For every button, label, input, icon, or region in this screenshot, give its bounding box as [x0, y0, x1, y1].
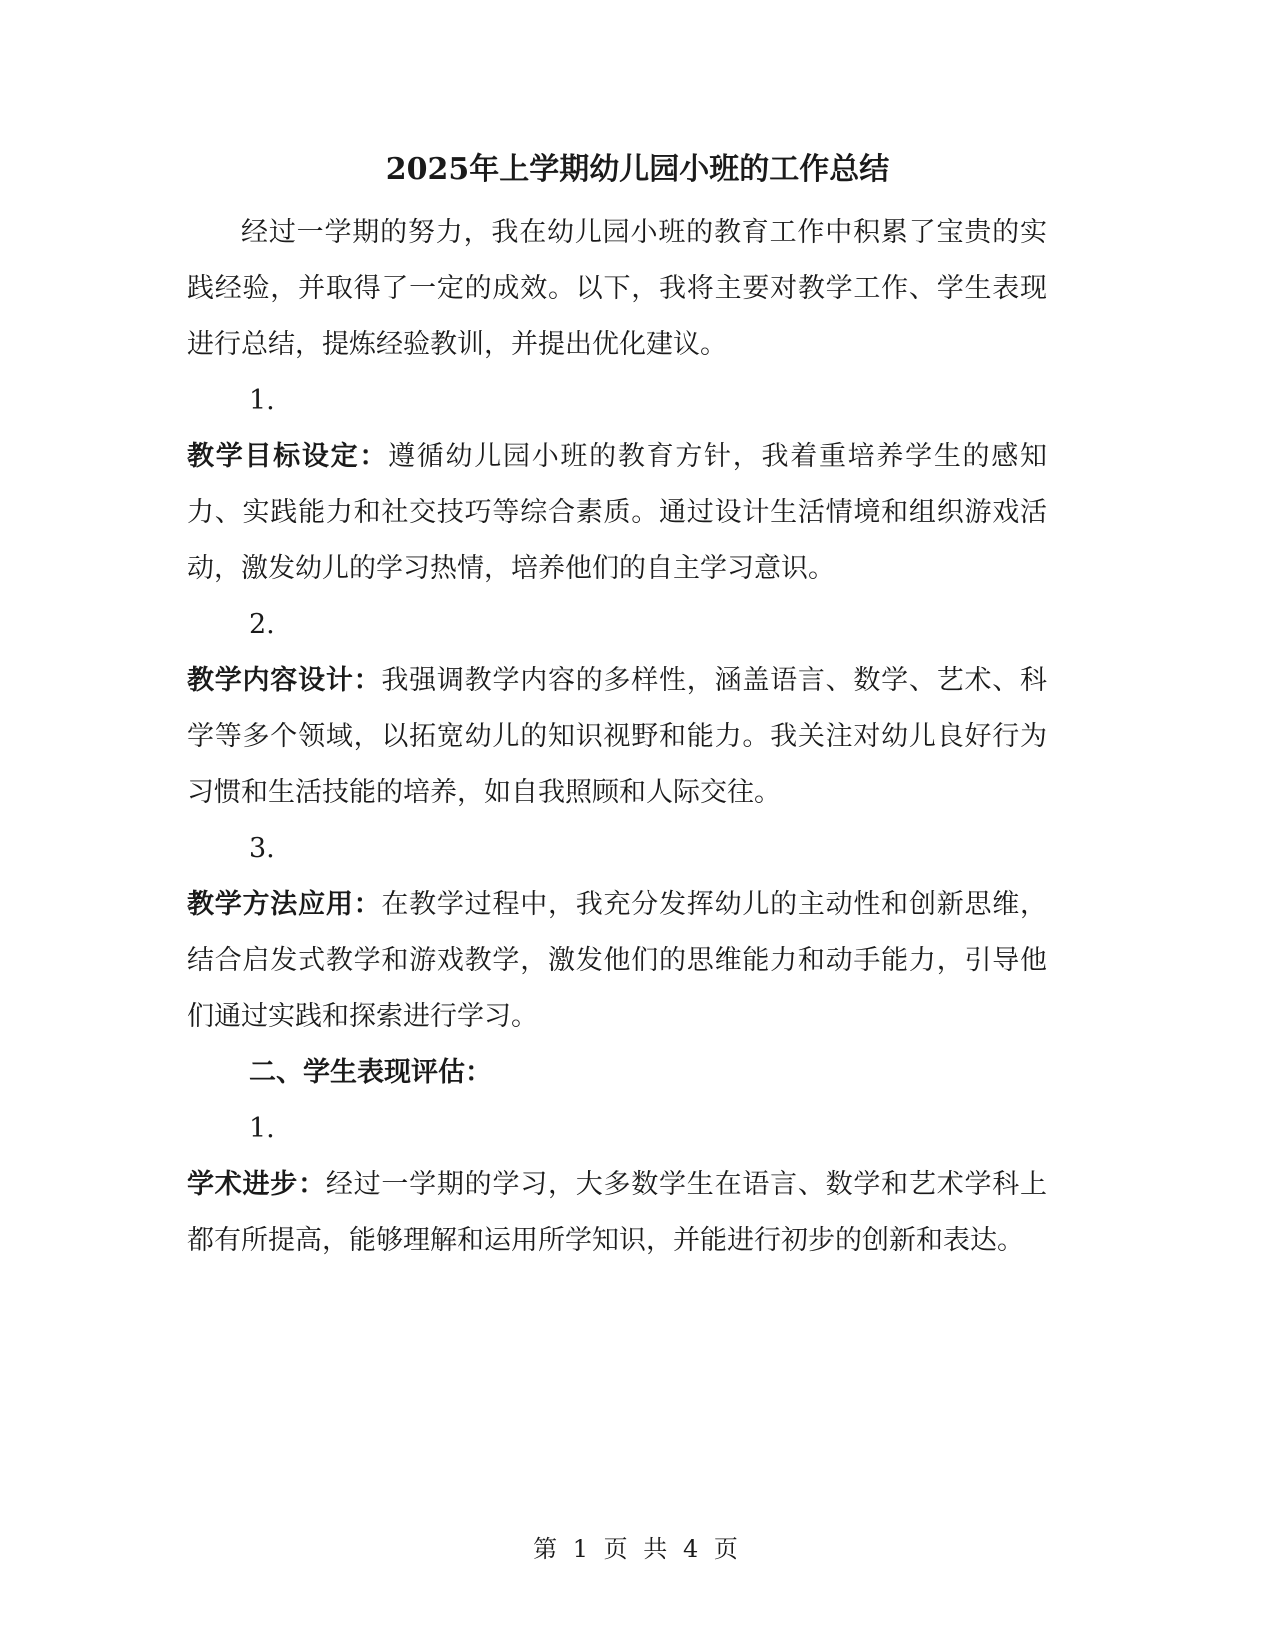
section-text-3: 在教学过程中，我充分发挥幼儿的主动性和创新思维，结合启发式教学和游戏教学，激发他们的思维能力和动手能力，引导他们通过实践和探索进行学习。 [187, 889, 1048, 1032]
document-body [187, 205, 1047, 1269]
section-paragraph-2 [187, 653, 1047, 821]
section2-text-1: 经过一学期的学习，大多数学生在语言、数学和艺术学科上都有所提高，能够理解和运用所学知识，并能进行初步的创新和表达。 [187, 1169, 1048, 1256]
section-label-2: 教学内容设计： [187, 665, 382, 696]
section-paragraph-1 [187, 429, 1047, 597]
section2-paragraph-1 [187, 1157, 1047, 1269]
section2-number-1: 1. [249, 1113, 275, 1144]
section-text-2: 我强调教学内容的多样性，涵盖语言、数学、艺术、科学等多个领域，以拓宽幼儿的知识视野和能力。我关注对幼儿良好行为习惯和生活技能的培养，如自我照顾和人际交往。 [187, 665, 1048, 808]
section-number-2: 2. [249, 609, 275, 640]
page-title: 2025年上学期幼儿园小班的工作总结 [385, 152, 890, 187]
section-text-1: 遵循幼儿园小班的教育方针，我着重培养学生的感知力、实践能力和社交技巧等综合素质。通过设计生活情境和组织游戏活动，激发幼儿的学习热情，培养他们的自主学习意识。 [187, 441, 1048, 584]
intro-paragraph: 经过一学期的努力，我在幼儿园小班的教育工作中积累了宝贵的实践经验，并取得了一定的成效。以下，我将主要对教学工作、学生表现进行总结，提炼经验教训，并提出优化建议。 [187, 217, 1047, 360]
section-paragraph-3 [187, 877, 1047, 1045]
section-number-1: 1. [249, 385, 275, 416]
section2-label-1: 学术进步： [187, 1169, 326, 1200]
section-heading-2: 二、学生表现评估： [249, 1057, 492, 1088]
section-label-1: 教学目标设定： [187, 441, 389, 472]
section-label-3: 教学方法应用： [187, 889, 382, 920]
section-number-3: 3. [249, 833, 275, 864]
page-footer: 第 1 页 共 4 页 [533, 1535, 742, 1563]
